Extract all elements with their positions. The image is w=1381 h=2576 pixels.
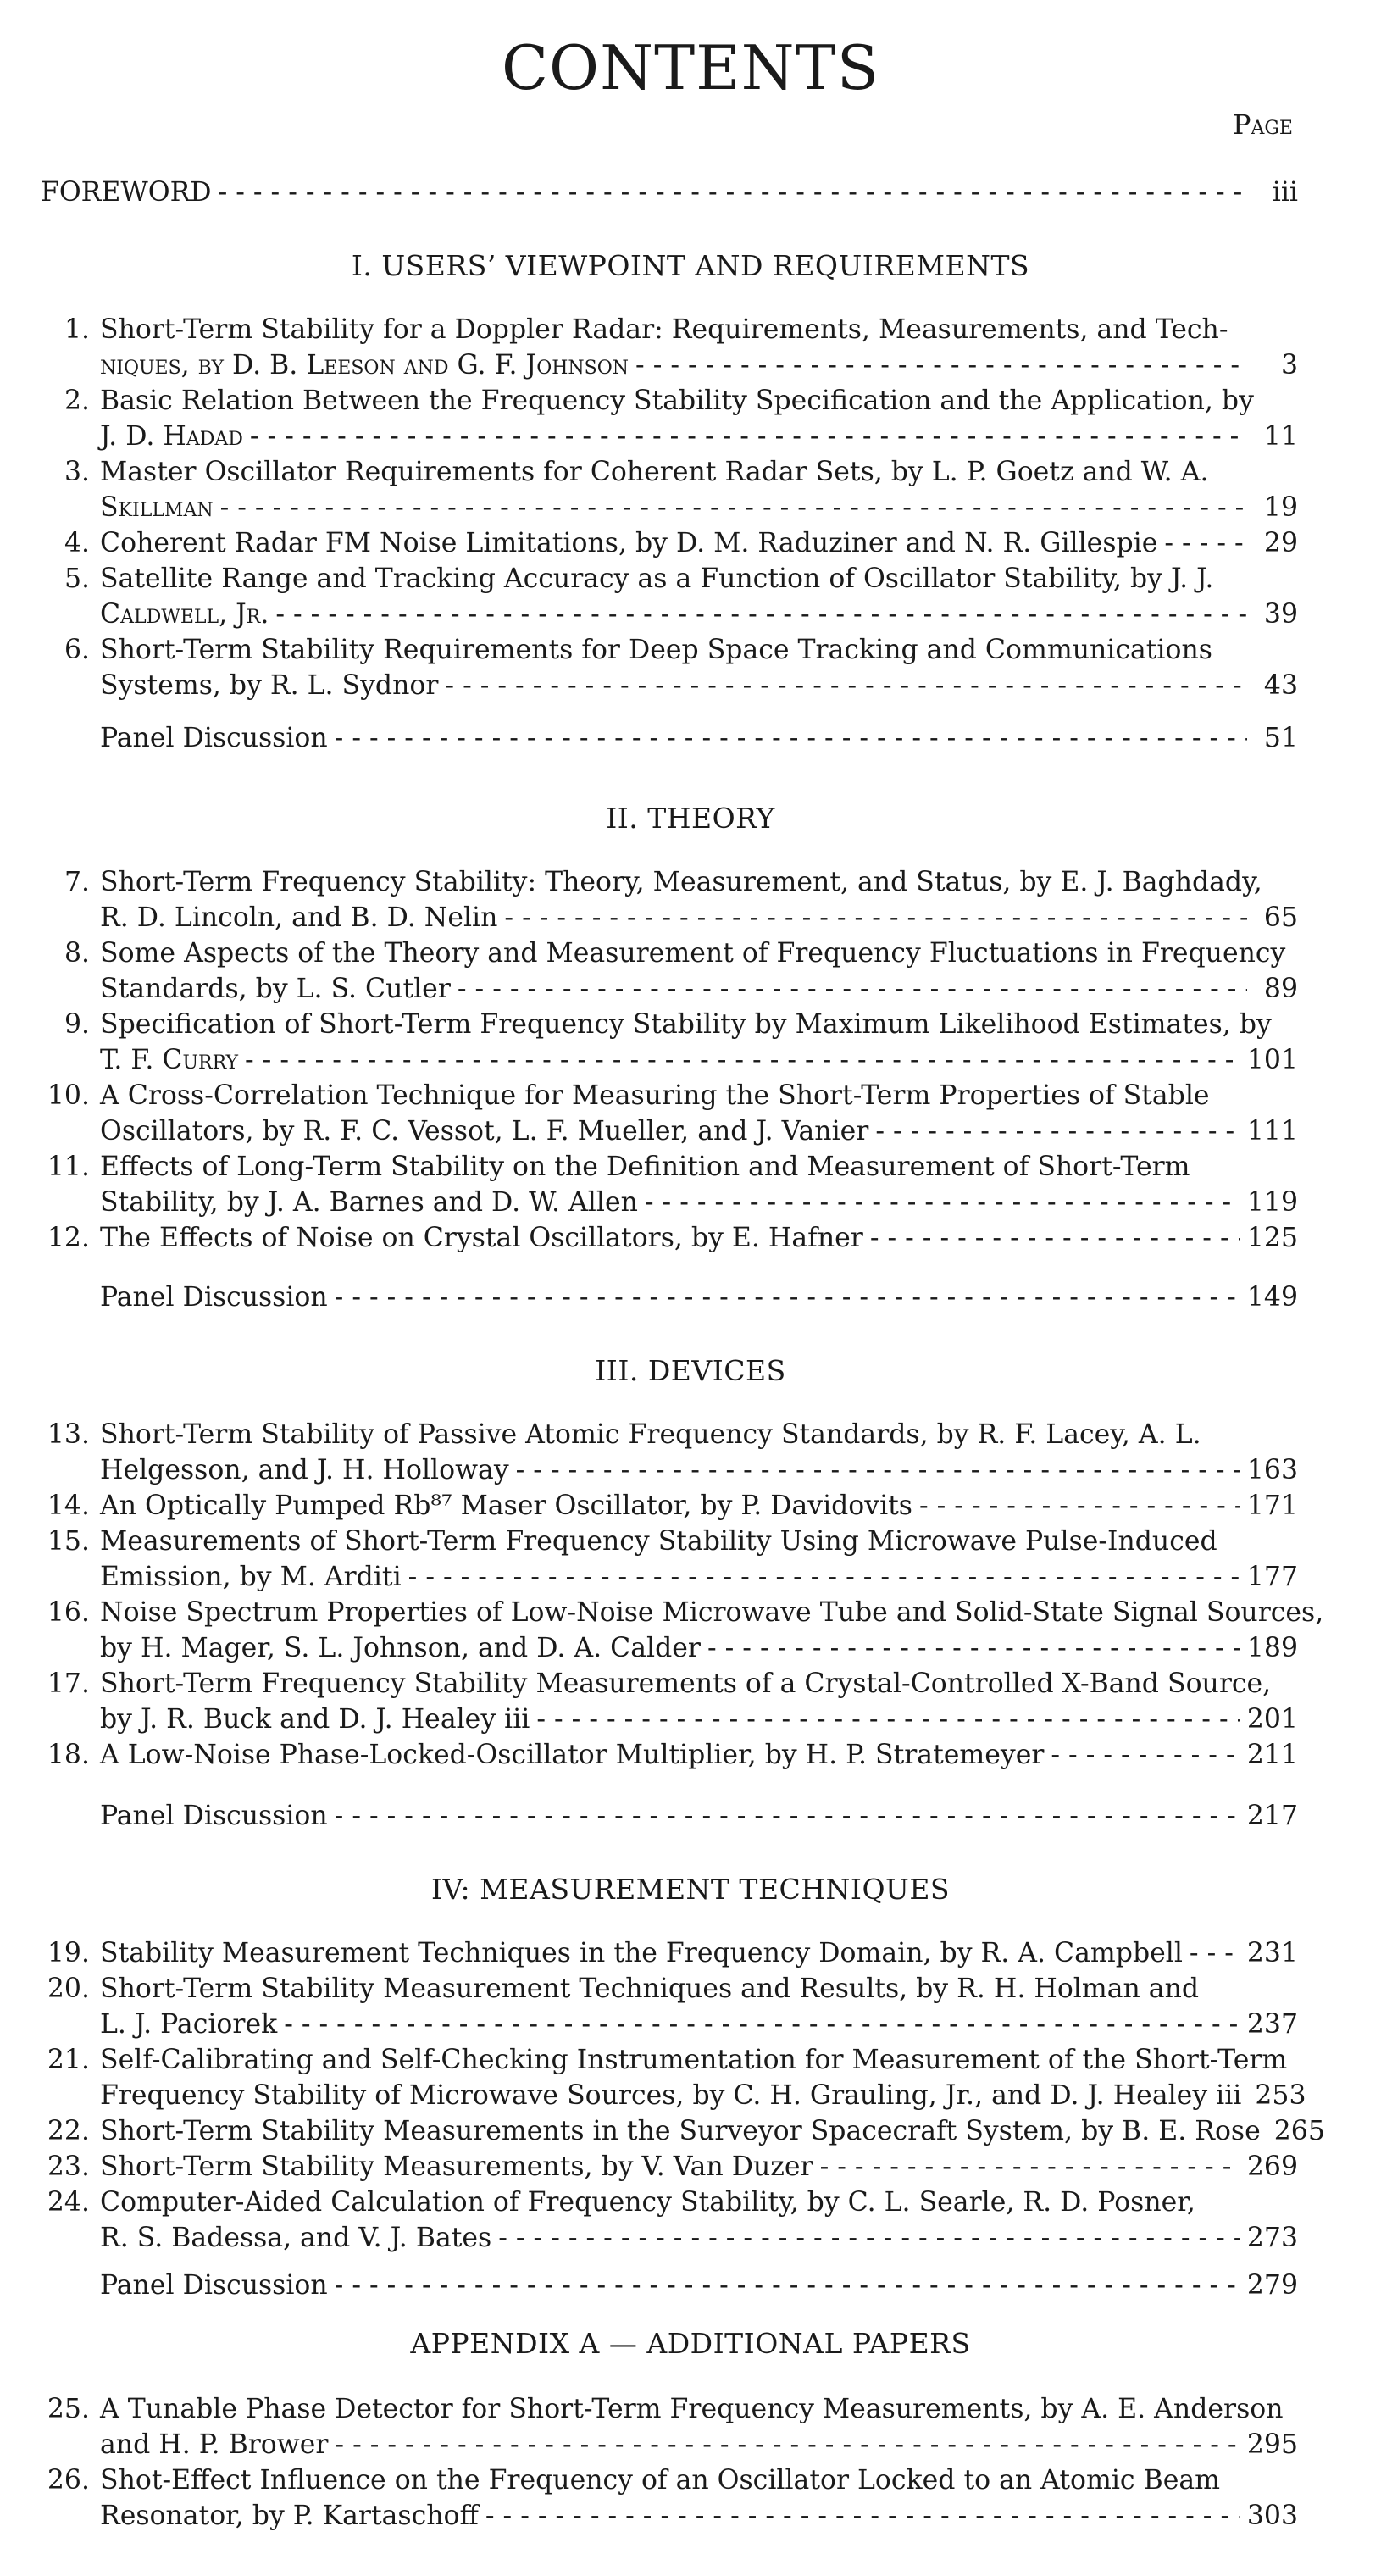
panel-discussion-entry[interactable] (34, 2268, 1298, 2303)
entry-page: 201 (1246, 1704, 1298, 1735)
foreword-page: iii (1272, 177, 1298, 208)
entry-title: Master Oscillator Requirements for Coherent Radar Sets, by L. P. Goetz and W. A. (100, 457, 1209, 487)
toc-entry[interactable] (34, 2391, 1298, 2462)
dot-leader (275, 597, 1247, 632)
entry-title: Stability, by J. A. Barnes and D. W. Allen (100, 1187, 638, 1218)
entry-title: Panel Discussion (100, 1801, 328, 1831)
entry-number: 8. (64, 938, 90, 969)
entry-title: A Cross-Correlation Technique for Measuring the Short-Term Properties of Stable (100, 1080, 1210, 1111)
entry-title: R. S. Badessa, and V. J. Bates (100, 2223, 492, 2253)
entry-page: 125 (1246, 1223, 1298, 1253)
entry-title: Basic Relation Between the Frequency Stability Specification and the Application, by (100, 386, 1254, 416)
section-heading: I. USERS’ VIEWPOINT AND REQUIREMENTS (351, 249, 1030, 282)
toc-entry[interactable] (34, 1417, 1298, 1488)
entry-page: 303 (1246, 2501, 1298, 2531)
toc-entry[interactable] (34, 1220, 1298, 1256)
entry-page: 211 (1246, 1740, 1298, 1770)
entry-number: 14. (47, 1491, 90, 1521)
entry-page: 253 (1255, 2080, 1306, 2111)
dot-leader (245, 1042, 1240, 1078)
dot-leader (1051, 1737, 1240, 1773)
toc-entry[interactable] (34, 2113, 1325, 2149)
entry-page: 111 (1246, 1116, 1298, 1146)
entry-page: 29 (1263, 528, 1298, 558)
entry-number: 2. (64, 386, 90, 416)
entry-title: Short-Term Stability of Passive Atomic Frequency Standards, by R. F. Lacey, A. L. (100, 1419, 1201, 1450)
entry-number: 3. (64, 457, 90, 487)
entry-title: Short-Term Stability Measurements in the Surveyor Spacecraft System, by B. E. Rose (100, 2116, 1261, 2146)
dot-leader (485, 2498, 1240, 2534)
entry-title: Oscillators, by R. F. C. Vessot, L. F. Mueller, and J. Vanier (100, 1116, 869, 1146)
entry-page: 163 (1246, 1455, 1298, 1485)
toc-entry[interactable] (34, 454, 1298, 525)
entry-title: Panel Discussion (100, 2270, 328, 2301)
dot-leader (335, 1798, 1240, 1834)
entry-title: A Tunable Phase Detector for Short-Term Frequency Measurements, by A. E. Anderson (100, 2394, 1284, 2424)
section-heading: IV: MEASUREMENT TECHNIQUES (430, 1873, 951, 1906)
toc-entry[interactable] (34, 2042, 1306, 2113)
foreword-label: FOREWORD (41, 177, 212, 208)
dot-leader (335, 1280, 1240, 1315)
dot-leader (875, 1113, 1240, 1149)
entry-title: Stability Measurement Techniques in the Frequency Domain, by R. A. Campbell (100, 1938, 1183, 1968)
entry-number: 23. (47, 2151, 90, 2182)
toc-entry[interactable] (34, 1007, 1298, 1078)
toc-entry[interactable] (34, 864, 1298, 935)
entry-page: 51 (1263, 723, 1298, 753)
entry-title: Systems, by R. L. Sydnor (100, 670, 439, 701)
entry-number: 21. (47, 2045, 90, 2075)
entry-number: 26. (47, 2465, 90, 2496)
entry-title: T. F. Curry (100, 1045, 239, 1075)
toc-entry[interactable] (34, 561, 1298, 632)
dot-leader (870, 1220, 1240, 1256)
entry-page: 273 (1246, 2223, 1298, 2253)
toc-entry[interactable] (34, 1935, 1298, 1971)
entry-page: 19 (1263, 492, 1298, 523)
dot-leader (335, 720, 1247, 756)
entry-number: 11. (47, 1152, 90, 1182)
toc-entry[interactable] (34, 1078, 1298, 1149)
toc-entry[interactable] (34, 1524, 1298, 1595)
entry-title: Specification of Short-Term Frequency Stability by Maximum Likelihood Estimates, by (100, 1009, 1272, 1040)
entry-title: L. J. Paciorek (100, 2009, 278, 2040)
entry-number: 25. (47, 2394, 90, 2424)
entry-title: by H. Mager, S. L. Johnson, and D. A. Calder (100, 1633, 701, 1663)
dot-leader (919, 1488, 1240, 1524)
entry-title: Helgesson, and J. H. Holloway (100, 1455, 509, 1485)
entry-page: 269 (1246, 2151, 1298, 2182)
dot-leader (335, 2427, 1240, 2462)
toc-entry[interactable] (34, 2462, 1298, 2534)
toc-entry[interactable] (34, 632, 1298, 703)
entry-title: Some Aspects of the Theory and Measurement of Frequency Fluctuations in Frequency (100, 938, 1286, 969)
entry-title: Computer-Aided Calculation of Frequency Stability, by C. L. Searle, R. D. Posner, (100, 2187, 1195, 2218)
entry-number: 7. (64, 867, 90, 897)
entry-title: and H. P. Brower (100, 2429, 329, 2460)
entry-title: Self-Calibrating and Self-Checking Instrumentation for Measurement of the Short-Term (100, 2045, 1288, 2075)
dot-leader (335, 2268, 1240, 2303)
entry-number: 9. (64, 1009, 90, 1040)
entry-title: Standards, by L. S. Cutler (100, 974, 451, 1004)
entry-title: niques, by D. B. Leeson and G. F. Johnson (100, 350, 629, 380)
dot-leader (284, 2007, 1240, 2042)
entry-page: 265 (1273, 2116, 1325, 2146)
entry-title: Short-Term Frequency Stability Measurements of a Crystal-Controlled X-Band Source, (100, 1668, 1272, 1699)
entry-page: 89 (1263, 974, 1298, 1004)
entry-page: 171 (1246, 1491, 1298, 1521)
entry-number: 22. (47, 2116, 90, 2146)
entry-page: 279 (1246, 2270, 1298, 2301)
entry-title: Short-Term Frequency Stability: Theory, Measurement, and Status, by E. J. Baghdady, (100, 867, 1262, 897)
toc-entry[interactable] (34, 1666, 1298, 1737)
entry-title: Satellite Range and Tracking Accuracy as a Function of Oscillator Stability, by J. J. (100, 564, 1214, 594)
entry-page: 177 (1246, 1562, 1298, 1592)
entry-page: 65 (1263, 902, 1298, 933)
toc-entry[interactable] (34, 1595, 1324, 1666)
dot-leader (445, 668, 1247, 703)
dot-leader (1190, 1935, 1240, 1971)
toc-entry[interactable] (34, 525, 1298, 561)
toc-entry[interactable] (34, 1488, 1298, 1524)
entry-title: Noise Spectrum Properties of Low-Noise Microwave Tube and Solid-State Signal Sources, (100, 1597, 1324, 1628)
entry-title: A Low-Noise Phase-Locked-Oscillator Multiplier, by H. P. Stratemeyer (100, 1740, 1045, 1770)
entry-title: Resonator, by P. Kartaschoff (100, 2501, 479, 2531)
dot-leader (1164, 525, 1247, 561)
entry-title: Short-Term Stability Measurements, by V. Van Duzer (100, 2151, 813, 2182)
entry-title: Emission, by M. Arditi (100, 1562, 402, 1592)
entry-title: Short-Term Stability Requirements for Deep Space Tracking and Communications (100, 635, 1212, 665)
dot-leader (645, 1185, 1240, 1220)
toc-entry[interactable] (34, 935, 1298, 1007)
entry-number: 4. (64, 528, 90, 558)
entry-page: 39 (1263, 599, 1298, 630)
entry-number: 20. (47, 1974, 90, 2004)
entry-number: 1. (64, 314, 90, 345)
panel-discussion-entry[interactable] (34, 1798, 1298, 1834)
entry-number: 19. (47, 1938, 90, 1968)
entry-title: Shot-Effect Influence on the Frequency of an Oscillator Locked to an Atomic Beam (100, 2465, 1221, 2496)
entry-page: 237 (1246, 2009, 1298, 2040)
page-column-header: Page (1232, 108, 1293, 141)
entry-title: by J. R. Buck and D. J. Healey iii (100, 1704, 530, 1735)
entry-page: 11 (1263, 421, 1298, 452)
entry-title: Caldwell, Jr. (100, 599, 269, 630)
entry-title: Coherent Radar FM Noise Limitations, by D. M. Raduziner and N. R. Gillespie (100, 528, 1158, 558)
entry-title: Panel Discussion (100, 1282, 328, 1313)
dot-leader (635, 347, 1247, 383)
entry-page: 189 (1246, 1633, 1298, 1663)
section-heading: APPENDIX A — ADDITIONAL PAPERS (410, 2327, 971, 2360)
entry-title: Frequency Stability of Microwave Sources, by C. H. Grauling, Jr., and D. J. Healey iii (100, 2080, 1242, 2111)
entry-title: Short-Term Stability Measurement Techniques and Results, by R. H. Holman and (100, 1974, 1200, 2004)
entry-number: 16. (47, 1597, 90, 1628)
entry-number: 13. (47, 1419, 90, 1450)
toc-entry[interactable] (34, 2185, 1298, 2256)
entry-number: 6. (64, 635, 90, 665)
entry-page: 149 (1246, 1282, 1298, 1313)
entry-number: 10. (47, 1080, 90, 1111)
entry-title: Effects of Long-Term Stability on the Definition and Measurement of Short-Term (100, 1152, 1190, 1182)
dot-leader (220, 490, 1247, 525)
entry-number: 12. (47, 1223, 90, 1253)
toc-entry[interactable] (34, 2149, 1298, 2185)
entry-title: Measurements of Short-Term Frequency Stability Using Microwave Pulse-Induced (100, 1526, 1217, 1557)
entry-number: 15. (47, 1526, 90, 1557)
section-heading: II. THEORY (606, 802, 775, 835)
entry-title: Short-Term Stability for a Doppler Radar: Requirements, Measurements, and Tech- (100, 314, 1228, 345)
dot-leader (408, 1559, 1240, 1595)
entry-page: 119 (1246, 1187, 1298, 1218)
toc-entry[interactable] (34, 1149, 1298, 1220)
dot-leader (516, 1452, 1240, 1488)
dot-leader (250, 419, 1247, 454)
dot-leader (707, 1630, 1240, 1666)
entry-number: 17. (47, 1668, 90, 1699)
entry-number: 24. (47, 2187, 90, 2218)
toc-entry[interactable] (34, 1737, 1298, 1773)
entry-title: Skillman (100, 492, 214, 523)
dot-leader (504, 900, 1247, 935)
entry-title: J. D. Hadad (100, 421, 243, 452)
dot-leader (536, 1702, 1240, 1737)
dot-leader (219, 175, 1247, 210)
entry-page: 217 (1246, 1801, 1298, 1831)
foreword-entry[interactable] (41, 175, 1298, 210)
panel-discussion-entry[interactable] (34, 1280, 1298, 1315)
toc-entry[interactable] (34, 1971, 1298, 2042)
entry-number: 18. (47, 1740, 90, 1770)
entry-page: 295 (1246, 2429, 1298, 2460)
entry-page: 3 (1280, 350, 1298, 380)
entry-title: The Effects of Noise on Crystal Oscillators, by E. Hafner (100, 1223, 863, 1253)
entry-page: 101 (1246, 1045, 1298, 1075)
toc-entry[interactable] (34, 383, 1298, 454)
toc-entry[interactable] (34, 312, 1298, 383)
dot-leader (498, 2220, 1240, 2256)
section-heading: III. DEVICES (595, 1354, 786, 1387)
dot-leader (458, 971, 1247, 1007)
page-title: CONTENTS (501, 32, 880, 103)
entry-title: An Optically Pumped Rb⁸⁷ Maser Oscillator, by P. Davidovits (100, 1491, 912, 1521)
entry-title: R. D. Lincoln, and B. D. Nelin (100, 902, 498, 933)
entry-page: 231 (1246, 1938, 1298, 1968)
entry-page: 43 (1263, 670, 1298, 701)
panel-discussion-entry[interactable] (34, 720, 1298, 756)
entry-number: 5. (64, 564, 90, 594)
dot-leader (820, 2149, 1240, 2185)
entry-title: Panel Discussion (100, 723, 328, 753)
